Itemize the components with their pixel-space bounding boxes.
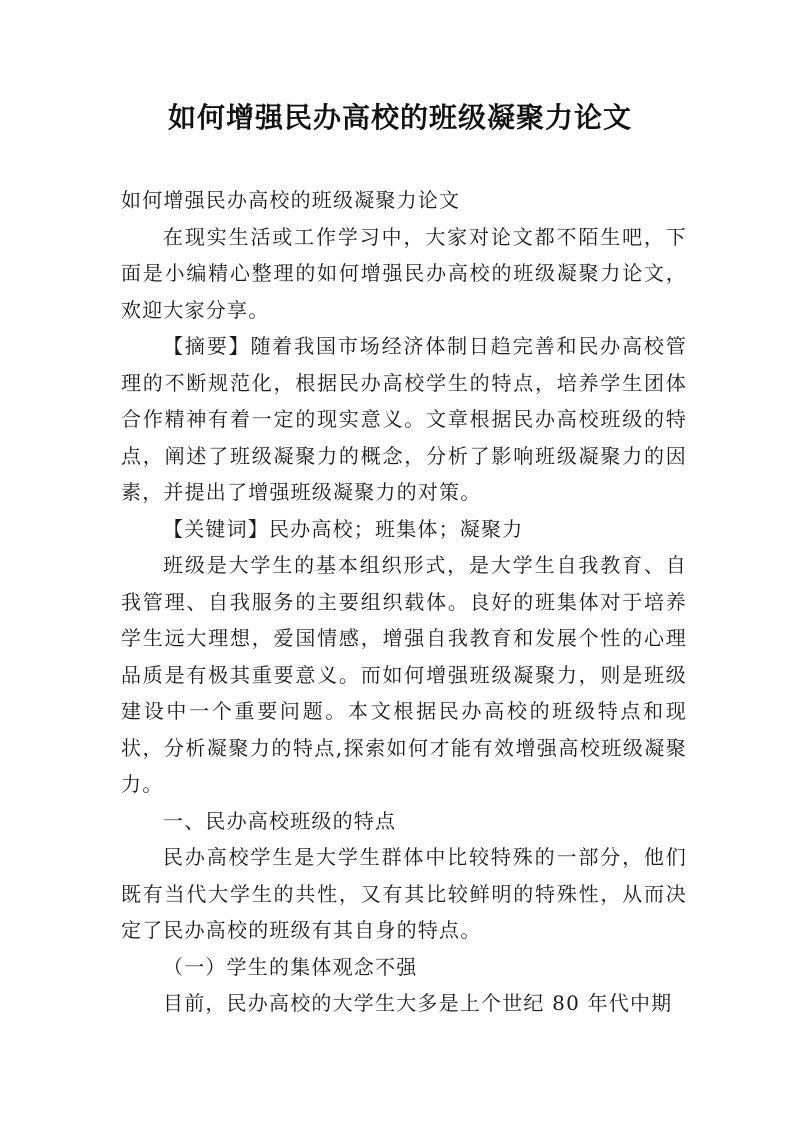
paragraph-body: 班级是大学生的基本组织形式，是大学生自我教育、自我管理、自我服务的主要组织载体。良好的班集体对于培养学生远大理想，爱国情感，增强自我教育和发展个性的心理品质是有极其重要意义。而如何增强班级凝聚力，则是班级建设中一个重要问题。本文根据民办高校的班级特点和现状，分析凝聚力的特点,探索如何才能有效增强高校班级凝聚力。 xyxy=(121,553,687,796)
section-heading: 一、民办高校班级的特点 xyxy=(163,808,397,833)
document-body xyxy=(121,182,687,1022)
paragraph-abstract: 【摘要】随着我国市场经济体制日趋完善和民办高校管理的不断规范化，根据民办高校学生的特点，培养学生团体合作精神有着一定的现实意义。文章根据民办高校班级的特点，阐述了班级凝聚力的概念，分析了影响班级凝聚力的因素，并提出了增强班级凝聚力的对策。 xyxy=(121,334,687,504)
paragraph-intro: 在现实生活或工作学习中，大家对论文都不陌生吧，下面是小编精心整理的如何增强民办高校的班级凝聚力论文，欢迎大家分享。 xyxy=(121,224,687,322)
document-title: 如何增强民办高校的班级凝聚力论文 xyxy=(167,101,632,134)
paragraph-body: 目前，民办高校的大学生大多是上个世纪 80 年代中期 xyxy=(163,991,673,1015)
paragraph-body: 民办高校学生是大学生群体中比较特殊的一部分，他们既有当代大学生的共性，又有其比较鲜明的特殊性，从而决定了民办高校的班级有其自身的特点。 xyxy=(121,845,687,942)
paragraph-keywords: 【关键词】民办高校；班集体；凝聚力 xyxy=(163,516,524,541)
paragraph-subtitle: 如何增强民办高校的班级凝聚力论文 xyxy=(121,188,461,212)
subsection-heading: （一）学生的集体观念不强 xyxy=(163,954,418,979)
